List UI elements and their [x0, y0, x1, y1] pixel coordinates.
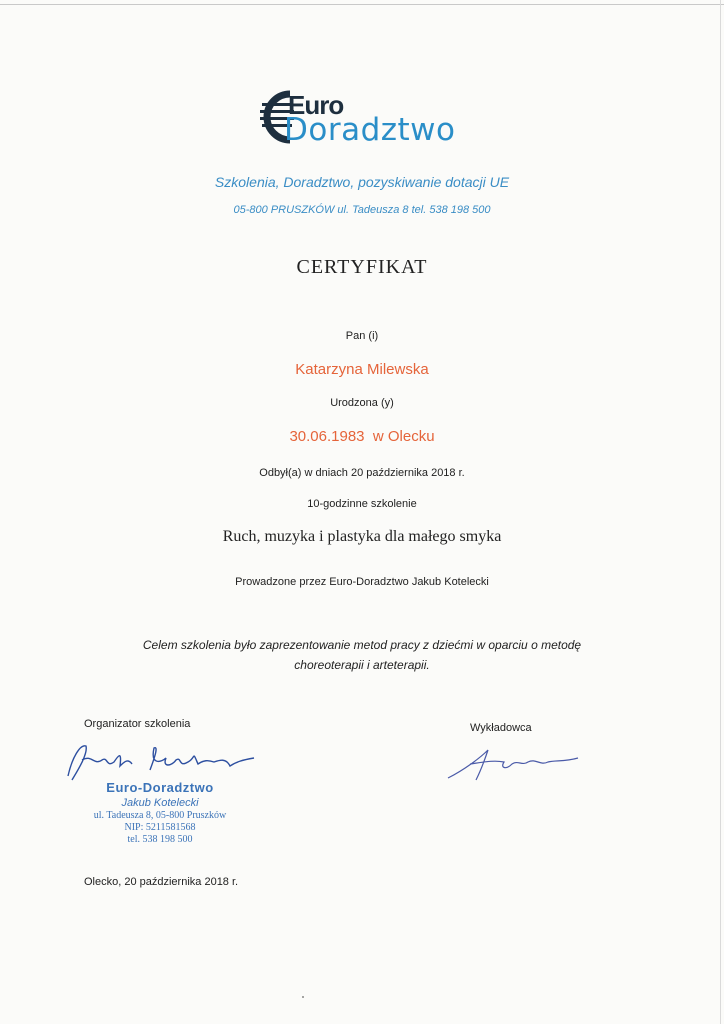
stamp-company: Euro-Doradztwo [106, 780, 214, 795]
company-logo [258, 84, 478, 156]
goal-line-2: choreoterapii i arteterapii. [294, 658, 430, 672]
lecturer-label: Wykładowca [470, 722, 532, 734]
company-stamp [70, 780, 250, 845]
goal-text [0, 635, 724, 675]
stamp-address: ul. Tadeusza 8, 05-800 Pruszków [93, 810, 227, 821]
course-title: Ruch, muzyka i plastyka dla małego smyka [222, 528, 502, 545]
organizer-signature [58, 736, 288, 786]
organizer-label: Organizator szkolenia [84, 718, 191, 730]
attended-text: Odbył(a) w dniach 20 października 2018 r. [259, 467, 465, 479]
recipient-label: Pan (i) [345, 330, 379, 342]
logo-word-doradztwo: Doradztwo [284, 112, 456, 148]
certificate-title: CERTYFIKAT [296, 256, 428, 278]
company-tagline: Szkolenia, Doradztwo, pozyskiwanie dotacji UE [214, 174, 510, 190]
goal-line-1: Celem szkolenia było zaprezentowanie metod pracy z dziećmi w oparciu o metodę [142, 638, 582, 652]
hours-text: 10-godzinne szkolenie [307, 498, 417, 510]
top-edge-line [0, 4, 724, 5]
lecturer-signature [444, 740, 594, 784]
birth-value: 30.06.1983 w Olecku [289, 428, 435, 445]
right-edge-line [720, 0, 721, 1024]
logo-word-euro: Euro [288, 90, 344, 120]
company-address: 05-800 PRUSZKÓW ul. Tadeusza 8 tel. 538 198 500 [233, 204, 491, 216]
birth-label: Urodzona (y) [330, 397, 394, 409]
led-by-text: Prowadzone przez Euro-Doradztwo Jakub Kotelecki [235, 576, 489, 588]
stamp-nip: NIP: 5211581568 [124, 822, 196, 833]
recipient-name: Katarzyna Milewska [295, 361, 429, 378]
place-date: Olecko, 20 października 2018 r. [84, 876, 239, 888]
stamp-phone: tel. 538 198 500 [127, 834, 193, 845]
stamp-person: Jakub Kotelecki [121, 797, 199, 809]
page-speck [302, 996, 304, 998]
